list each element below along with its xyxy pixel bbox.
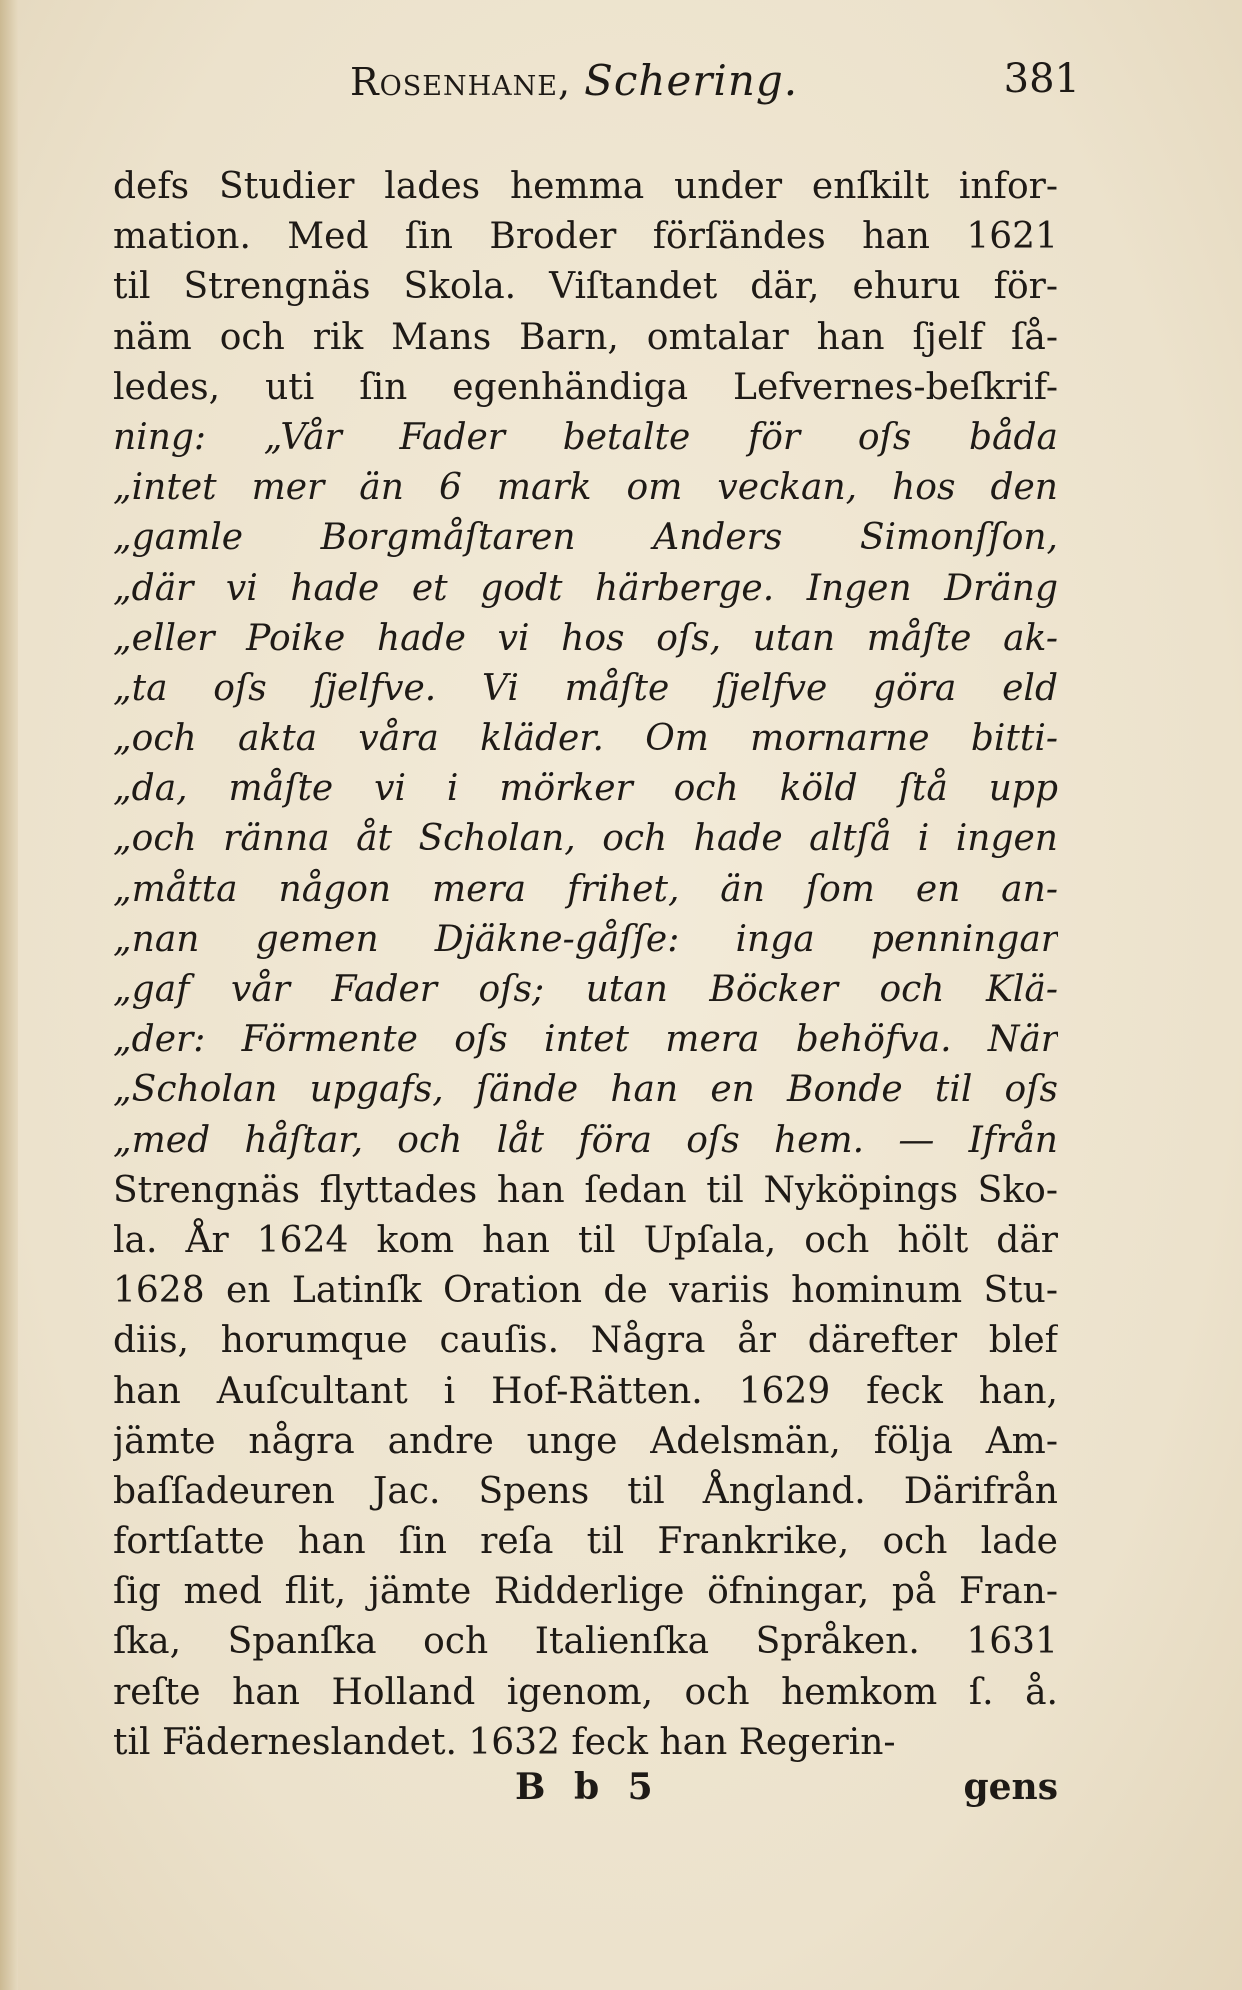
text-line: baſſadeuren Jac. Spens til Ångland. Därifrån xyxy=(113,1470,1058,1512)
text-line: til Strengnäs Skola. Viſtandet där, ehuru för- xyxy=(113,266,1058,308)
text-line: mation. Med ſin Broder förſändes han 1621 xyxy=(113,216,1058,258)
text-line: diis, horumque cauſis. Några år därefter blef xyxy=(113,1320,1058,1362)
text-line: „der: Förmente oſs intet mera behöfva. När xyxy=(113,1019,1058,1061)
text-line: ſig med flit, jämte Ridderlige öfningar, på Fran- xyxy=(113,1571,1058,1613)
text-line: „nan gemen Djäkne-gåſſe: inga penningar xyxy=(113,918,1058,960)
text-line: defs Studier lades hemma under enſkilt infor- xyxy=(113,166,1058,207)
text-line: ſka, Spanſka och Italienſka Språken. 1631 xyxy=(113,1621,1058,1663)
running-title xyxy=(350,56,798,105)
text-line: Strengnäs flyttades han ſedan til Nyköpings Sko- xyxy=(113,1169,1058,1211)
text-line: „da, måſte vi i mörker och köld ſtå upp xyxy=(113,768,1058,810)
page-footer xyxy=(113,1766,1058,1816)
running-header xyxy=(350,56,1080,116)
text-line: „och akta våra kläder. Om mornarne bitti- xyxy=(113,718,1058,760)
text-line: „måtta någon mera frihet, än ſom en an- xyxy=(113,868,1058,910)
text-line: „Scholan upgafs, ſände han en Bonde til oſs xyxy=(113,1069,1058,1111)
signature-mark: B b 5 xyxy=(515,1766,661,1808)
text-line: jämte några andre unge Adelsmän, följa Am- xyxy=(113,1420,1058,1462)
text-line: la. År 1624 kom han til Upſala, och hölt där xyxy=(113,1219,1058,1261)
text-line: han Auſcultant i Hof-Rätten. 1629 feck han, xyxy=(113,1370,1058,1412)
catchword: gens xyxy=(963,1766,1058,1808)
text-line: „ta oſs ſjelfve. Vi måſte ſjelfve göra eld xyxy=(113,667,1058,709)
text-line: „gaf vår Fader oſs; utan Böcker och Klä- xyxy=(113,969,1058,1010)
page-number: 381 xyxy=(1003,56,1080,102)
text-line: „gamle Borgmåſtaren Anders Simonſſon, xyxy=(113,517,1058,559)
text-line: ning: „Vår Fader betalte för oſs båda xyxy=(113,416,1058,458)
text-line: näm och rik Mans Barn, omtalar han ſjelf ſå- xyxy=(113,316,1058,358)
text-line: reſte han Holland igenom, och hemkom ſ. å. xyxy=(113,1671,1058,1713)
text-line: til Fäderneslandet. 1632 feck han Regerin- xyxy=(113,1721,896,1763)
text-line: „intet mer än 6 mark om veckan, hos den xyxy=(113,467,1058,509)
text-line: „eller Poike hade vi hos oſs, utan måſte ak- xyxy=(113,617,1058,659)
running-title-names: Rosenhane, xyxy=(350,60,572,104)
text-line: „och ränna åt Scholan, och hade altſå i ingen xyxy=(113,818,1058,860)
running-title-italic: Schering. xyxy=(584,56,799,105)
text-line: fortſatte han ſin reſa til Frankrike, och lade xyxy=(113,1521,1058,1563)
text-line: 1628 en Latinſk Oration de variis hominum Stu- xyxy=(113,1270,1058,1312)
body-text xyxy=(113,162,1058,1768)
text-line: „där vi hade et godt härberge. Ingen Dräng xyxy=(113,567,1058,609)
page-gutter xyxy=(0,0,18,1990)
text-line: „med håſtar, och låt föra oſs hem. — Ifrån xyxy=(113,1119,1058,1161)
text-line: ledes, uti ſin egenhändiga Lefvernes-beſkrif- xyxy=(113,366,1058,408)
